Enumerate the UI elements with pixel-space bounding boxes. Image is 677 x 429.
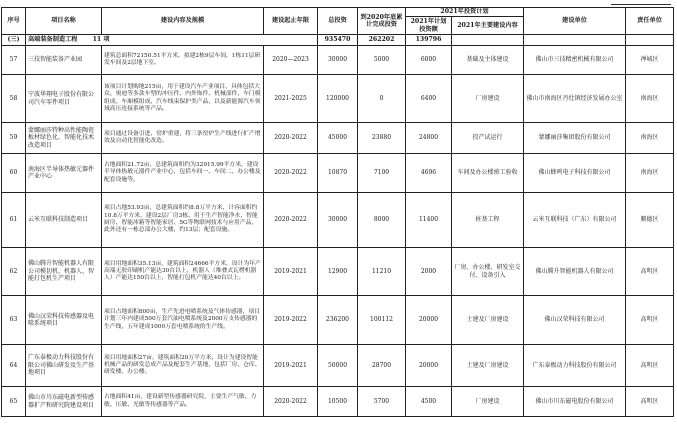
row-seq: 59 bbox=[2, 123, 26, 154]
row-plan2021: 4696 bbox=[406, 154, 452, 193]
row-unit: 佛山腾升智能机器人有限公司 bbox=[524, 248, 626, 296]
row-project-name: 宁波华翔电子股份有限公司汽车零件项目 bbox=[26, 75, 102, 123]
row-content: 项目用地面积27亩，建筑面积20万平方米，设计为建设智能机械产品的研发总成产品及配套生产基地，包括厂房、仓库、研发楼、办公楼。 bbox=[102, 345, 264, 387]
header-done2020: 到2020年底累计完成投资 bbox=[358, 8, 406, 35]
row-done2020: 0 bbox=[358, 75, 406, 123]
row-done2020: 8000 bbox=[358, 193, 406, 248]
row-unit: 佛山市南海区丹灶镇经济发展办公室 bbox=[524, 75, 626, 123]
row-done2020: 7100 bbox=[358, 154, 406, 193]
row-total: 10500 bbox=[318, 387, 358, 417]
row-main2021: 厂房建设 bbox=[452, 387, 524, 417]
row-seq: 57 bbox=[2, 46, 26, 75]
table-row bbox=[2, 345, 674, 387]
row-done2020: 28700 bbox=[358, 345, 406, 387]
row-total: 30000 bbox=[318, 46, 358, 75]
header-plan2021-group: 2021年投资计划 bbox=[406, 8, 524, 17]
row-plan2021: 24800 bbox=[406, 123, 452, 154]
row-unit: 佛山汉荣科技有限公司 bbox=[524, 296, 626, 345]
row-unit: 蒙娜丽莎集团股份有限公司 bbox=[524, 123, 626, 154]
row-plan2021: 6000 bbox=[406, 46, 452, 75]
row-done2020: 11210 bbox=[358, 248, 406, 296]
table-row bbox=[2, 46, 674, 75]
header-dept: 责任单位 bbox=[626, 8, 674, 35]
section-empty-unit bbox=[524, 35, 626, 46]
row-total: 30000 bbox=[318, 193, 358, 248]
row-seq: 62 bbox=[2, 248, 26, 296]
row-dept: 南海区 bbox=[626, 123, 674, 154]
project-table-sheet bbox=[1, 7, 673, 417]
row-years: 2019-2021 bbox=[264, 345, 318, 387]
row-seq: 64 bbox=[2, 345, 26, 387]
row-content: 占地面积21.72亩，总建筑面积约为32915.99平方米，建设半导体热敏元器件产业中心，包括车间一、车间二、办公楼及配套设施等。 bbox=[102, 154, 264, 193]
row-total: 120000 bbox=[318, 75, 358, 123]
row-dept: 高明区 bbox=[626, 248, 674, 296]
row-main2021: 厂房建设 bbox=[452, 75, 524, 123]
row-dept: 顺德区 bbox=[626, 193, 674, 248]
row-project-name: 南海区半导体热敏元器件产业中心 bbox=[26, 154, 102, 193]
row-project-name: 佛山汉荣科技传感器及电喷系统项目 bbox=[26, 296, 102, 345]
section-empty-dept bbox=[626, 35, 674, 46]
row-dept: 高明区 bbox=[626, 387, 674, 417]
section-row bbox=[2, 35, 674, 46]
row-plan2021: 4500 bbox=[406, 387, 452, 417]
row-dept: 高明区 bbox=[626, 345, 674, 387]
row-project-name: 云米互联科技制造项目 bbox=[26, 193, 102, 248]
row-total: 10870 bbox=[318, 154, 358, 193]
project-table bbox=[1, 7, 674, 417]
section-done2020: 262202 bbox=[358, 35, 406, 46]
row-main2021: 投产试运行 bbox=[452, 123, 524, 154]
row-seq: 61 bbox=[2, 193, 26, 248]
row-seq: 60 bbox=[2, 154, 26, 193]
header-total: 总投资 bbox=[318, 8, 358, 35]
row-plan2021: 6400 bbox=[406, 75, 452, 123]
table-row bbox=[2, 193, 674, 248]
row-years: 2020-2022 bbox=[264, 123, 318, 154]
header-years: 建设起止年限 bbox=[264, 8, 318, 35]
row-project-name: 佛山市川东磁电新型传感器扩产和研究院建设项目 bbox=[26, 387, 102, 417]
row-project-name: 蒙娜丽莎特种高性能陶瓷板材绿色化、智能化技术改造项目 bbox=[26, 123, 102, 154]
row-total: 50000 bbox=[318, 345, 358, 387]
header-plan2021-invest: 2021年计划投资额 bbox=[406, 17, 452, 35]
row-years: 2020-2022 bbox=[264, 154, 318, 193]
row-unit: 广东泰极动力科技股份有限公司 bbox=[524, 345, 626, 387]
row-unit: 云米互联科技（广东）有限公司 bbox=[524, 193, 626, 248]
row-dept: 南海区 bbox=[626, 154, 674, 193]
section-plan2021: 139796 bbox=[406, 35, 452, 46]
header-unit: 建设单位 bbox=[524, 8, 626, 35]
row-main2021: 车间及办公楼竣工验收 bbox=[452, 154, 524, 193]
table-row bbox=[2, 123, 674, 154]
table-row bbox=[2, 75, 674, 123]
header-name: 项目名称 bbox=[26, 8, 102, 35]
row-years: 2019-2021 bbox=[264, 248, 318, 296]
row-seq: 65 bbox=[2, 387, 26, 417]
header-plan2021-main: 2021年主要建设内容 bbox=[452, 17, 524, 35]
row-project-name: 三技智能装备产业园 bbox=[26, 46, 102, 75]
section-seq: (三) bbox=[2, 35, 26, 46]
row-done2020: 5700 bbox=[358, 387, 406, 417]
row-done2020: 100112 bbox=[358, 296, 406, 345]
row-dept: 高明区 bbox=[626, 296, 674, 345]
row-years: 2020-2022 bbox=[264, 387, 318, 417]
row-main2021: 土建及厂房建设 bbox=[452, 345, 524, 387]
row-content: 项目占地53.93亩，总建筑面积约8.8万平方米，计容面积约10.8万平方米，建设2层厂房3栋、用于生产智能净水、智能厨房、智能冰箱等智能家居、5G等物联网技术与应用产品，此外还有一栋总部办公大楼，约13层；配套设施。 bbox=[102, 193, 264, 248]
row-years: 2019-2022 bbox=[264, 296, 318, 345]
table-row bbox=[2, 296, 674, 345]
header-content: 建设内容及规模 bbox=[102, 8, 264, 35]
row-content: 项目占地面积800亩，生产先进电喷系统及气体传感器，项目计划三年内建成500万套汽油电喷系统及2000万支传感器的生产线，五年建成1000万套电喷系统的生产线。 bbox=[102, 296, 264, 345]
table-row bbox=[2, 154, 674, 193]
row-years: 2020—2023 bbox=[264, 46, 318, 75]
row-years: 2021-2025 bbox=[264, 75, 318, 123]
row-total: 236200 bbox=[318, 296, 358, 345]
page-header-rule bbox=[611, 0, 671, 5]
row-unit: 佛山市川东磁电股份有限公司 bbox=[524, 387, 626, 417]
row-dept: 禅城区 bbox=[626, 46, 674, 75]
row-unit: 佛山蜂鸣电子科技有限公司 bbox=[524, 154, 626, 193]
row-project-name: 佛山腾升智能机器人有限公司模切机、机器人、智能打包机生产项目 bbox=[26, 248, 102, 296]
row-main2021: 桩基工程 bbox=[452, 193, 524, 248]
section-count: 11 项 bbox=[92, 36, 110, 44]
section-empty-main bbox=[452, 35, 524, 46]
table-row bbox=[2, 387, 674, 417]
table-row bbox=[2, 248, 674, 296]
section-title: 高端装备制造工程 bbox=[28, 36, 78, 44]
row-content: 占地面积41亩，建设新型传感器研究院，主要生产气敏、力敏、压敏、光敏等传感器等产品。 bbox=[102, 387, 264, 417]
row-done2020: 23880 bbox=[358, 123, 406, 154]
row-dept: 南海区 bbox=[626, 75, 674, 123]
row-total: 12900 bbox=[318, 248, 358, 296]
row-plan2021: 20000 bbox=[406, 345, 452, 387]
row-plan2021: 2000 bbox=[406, 248, 452, 296]
row-main2021: 基础及主体建设 bbox=[452, 46, 524, 75]
row-total: 45000 bbox=[318, 123, 358, 154]
row-done2020: 5000 bbox=[358, 46, 406, 75]
row-seq: 63 bbox=[2, 296, 26, 345]
row-seq: 58 bbox=[2, 75, 26, 123]
row-unit: 佛山市三技精密机械有限公司 bbox=[524, 46, 626, 75]
row-content: 该项目计划购地215亩，用于建设汽车产业项目，具体包括大众、奥迪等多款车型的冲压件、内外饰件、机械部件、车门模组成、车厢模组成、汽车线束保护类产品，以及新能源汽车领域高压连接系统等产品。 bbox=[102, 75, 264, 123]
row-content: 项目通过设备引进、窑炉重建，将三条窑炉生产线进行扩产增效及自动化智能化改造。 bbox=[102, 123, 264, 154]
row-plan2021: 20000 bbox=[406, 296, 452, 345]
section-total: 935470 bbox=[318, 35, 358, 46]
section-title-cell bbox=[26, 35, 318, 46]
header-seq: 序号 bbox=[2, 8, 26, 35]
row-plan2021: 11400 bbox=[406, 193, 452, 248]
row-project-name: 广东泰极动力科技股份有限公司佛山研发及生产基地项目 bbox=[26, 345, 102, 387]
row-content: 建筑总面积72150.51平方米，拟建2栋9层车间，1栋11层研发车间及2层地下室。 bbox=[102, 46, 264, 75]
row-content: 项目用地面积35.13亩，建筑面积24666平方米，设计为年产高端无胶印刷机产能达30台以上，机器人（堆叠式瓦楞机器人）产能达150台以上，智能打包机产能达40台以上。 bbox=[102, 248, 264, 296]
row-main2021: 厂房、办公楼、研发室交付、设备引入 bbox=[452, 248, 524, 296]
row-main2021: 土建及厂房建设 bbox=[452, 296, 524, 345]
row-years: 2020-2022 bbox=[264, 193, 318, 248]
